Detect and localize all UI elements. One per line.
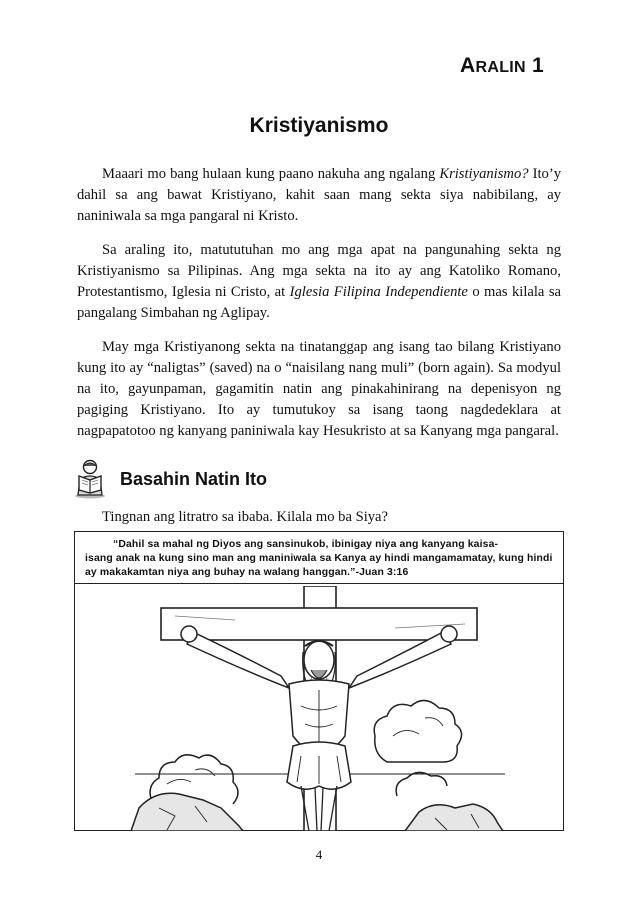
intro-p2-rest: o mas kilala sa pangalang Simbahan ng Aglipay. [77,284,561,321]
crucifixion-illustration [75,586,563,831]
lesson-label [460,54,544,78]
lesson-number: 1 [532,54,544,77]
bible-verse-box [75,532,563,584]
bible-verse-rest: isang anak na kung sino man ang maniniwala sa Kanya ay hindi mangamamatay, kung hindi ay makakamtan niya ang buhay na walang hanggan.”-Juan 3:16 [85,553,553,578]
intro-paragraph-1 [77,164,561,227]
intro-p1-rest: Ito’y dahil sa ang bawat Kristiyano, kahit saan mang sekta siya nabibilang, ay naniniwala sa mga pangaral ni Kristo. [77,166,561,224]
intro-p1-text: Maaari mo bang hulaan kung paano nakuha ang ngalang [102,166,440,182]
section-heading [72,459,267,499]
page-number: 4 [315,847,323,862]
section-heading-text: Basahin Natin Ito [120,468,268,489]
intro-paragraph-2 [77,240,561,324]
intro-text [77,164,561,455]
section-prompt: Tingnan ang litratro sa ibaba. Kilala mo ba Siya? [102,509,389,525]
intro-p1-italic: Kristiyanismo? [439,166,529,182]
figure-box [74,531,564,831]
intro-p2-text: Sa araling ito, matututuhan mo ang mga apat na pangunahing sekta ng Kristiyanismo sa Pilipinas. Ang mga sekta na ito ay ang Katoliko Romano, Protestantismo, Iglesia ni Cristo, at [77,242,561,300]
intro-paragraph-3: May mga Kristiyanong sekta na tinatanggap ang isang tao bilang Kristiyano kung ito ay “naligtas” (saved) na o “naisilang nang muli” (born again). Sa modyul na ito, gayunpaman, gagamitin natin ang pinakahinirang na depenisyon ng pagiging Kristiyano. Ito ay tumutukoy sa isang taong nagdedeklara at nagpapatotoo ng kanyang paniniwala kay Hesukristo at sa Kanyang mga pangaral. [77,339,561,439]
bible-verse-line-1: “Dahil sa mahal ng Diyos ang sansinukob, ibinigay niya ang kanyang kaisa- [113,539,499,550]
intro-p2-italic: Iglesia Filipina Independiente [289,284,468,300]
lesson-label-initial: A [460,54,476,77]
lesson-label-rest: RALIN [475,59,526,76]
person-reading-icon [72,459,108,499]
page-title: Kristiyanismo [249,114,389,137]
